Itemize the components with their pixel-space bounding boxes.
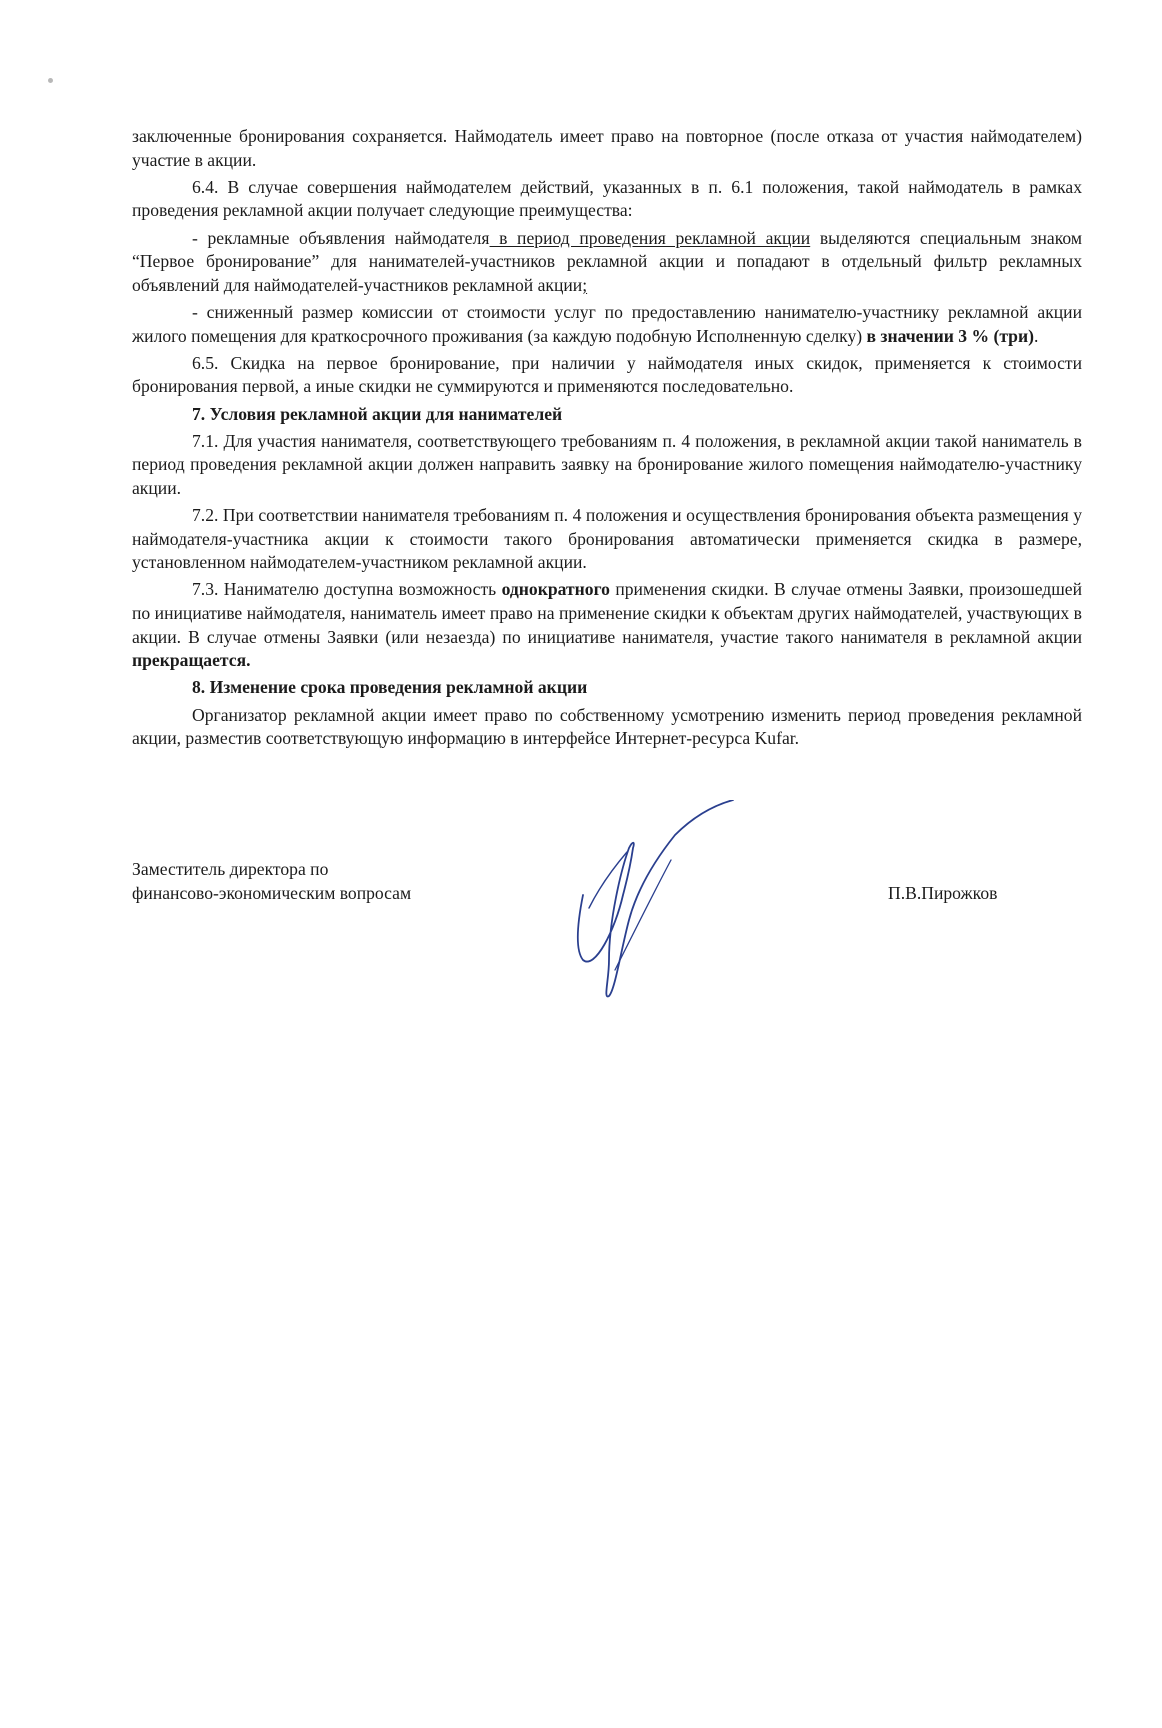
paragraph-6-4: 6.4. В случае совершения наймодателем действий, указанных в п. 6.1 положения, такой наймодатель в рамках проведения рекламной акции получает следующие преимущества: [132,176,1082,221]
bullet-2-start: - сниженный размер комиссии от стоимости услуг по предоставлению нанимателю-участнику рекламной акции жилого помещения для краткосрочного проживания (за каждую подобную Исполненную сделку) [132,301,1082,346]
bullet-1-end: ; [582,274,588,295]
p73-part-a: 7.3. Нанимателю доступна возможность [192,579,502,600]
bullet-2-bold: в значении 3 % (три) [866,325,1034,346]
bullet-1-start: - рекламные объявления наймодателя [192,227,490,248]
scan-speck [48,78,53,83]
signatory-name: П.В.Пирожков [888,883,998,903]
paragraph-7-3 [132,578,1082,672]
bullet-2-end: . [1033,325,1039,346]
bullet-1-rest: выделяются специальным знаком “Первое бронирование” для нанимателей-участников рекламной акции и попадают в отдельный фильтр рекламных объявлений для наймодателей-участников рекламной акции [132,227,1082,295]
handwritten-signature [575,800,775,1000]
document-body [132,125,1082,754]
bullet-reduced-commission [132,301,1082,348]
signatory-position-line-2: финансово-экономическим вопросам [132,882,412,903]
p73-bold-single: однократного [501,579,610,600]
paragraph-8: Организатор рекламной акции имеет право по собственному усмотрению изменить период проведения рекламной акции, разместив соответствующую информацию в интерфейсе Интернет-ресурса Kufar. [132,704,1082,749]
paragraph-7-2: 7.2. При соответствии нанимателя требованиям п. 4 положения и осуществления бронирования объекта размещения у наймодателя-участника акции к стоимости такого бронирования автоматически применяется скидка в размере, установленном наймодателем-участником рекламной акции. [132,505,1082,573]
p73-bold-terminated: прекращается. [132,650,251,671]
section-8-heading: 8. Изменение срока проведения рекламной акции [192,677,588,698]
bullet-special-badge [132,227,1082,298]
p73-part-c: применения скидки. В случае отмены Заявки, произошедшей по инициативе наймодателя, наниматель имеет право на применение скидки к объектам других наймодателей, участвующих в акции. В случае отмены Заявки (или незаезда) по инициативе нанимателя, участие такого нанимателя в рекламной акции [132,579,1082,647]
paragraph-6-5: 6.5. Скидка на первое бронирование, при наличии у наймодателя иных скидок, применяется к стоимости бронирования первой, а иные скидки не суммируются и применяются последовательно. [132,352,1082,397]
bullet-1-underlined: в период проведения рекламной акции [489,227,811,248]
paragraph-6-3-tail: заключенные бронирования сохраняется. Наймодатель имеет право на повторное (после отказа от участия наймодателем) участие в акции. [132,126,1082,170]
signatory-position-line-1: Заместитель директора по [132,859,329,879]
signatory-position [132,858,411,905]
paragraph-7-1: 7.1. Для участия нанимателя, соответствующего требованиям п. 4 положения, в рекламной акции такой наниматель в период проведения рекламной акции должен направить заявку на бронирование жилого помещения наймодателю-участнику акции. [132,430,1082,498]
section-7-heading: 7. Условия рекламной акции для нанимателей [192,403,563,424]
